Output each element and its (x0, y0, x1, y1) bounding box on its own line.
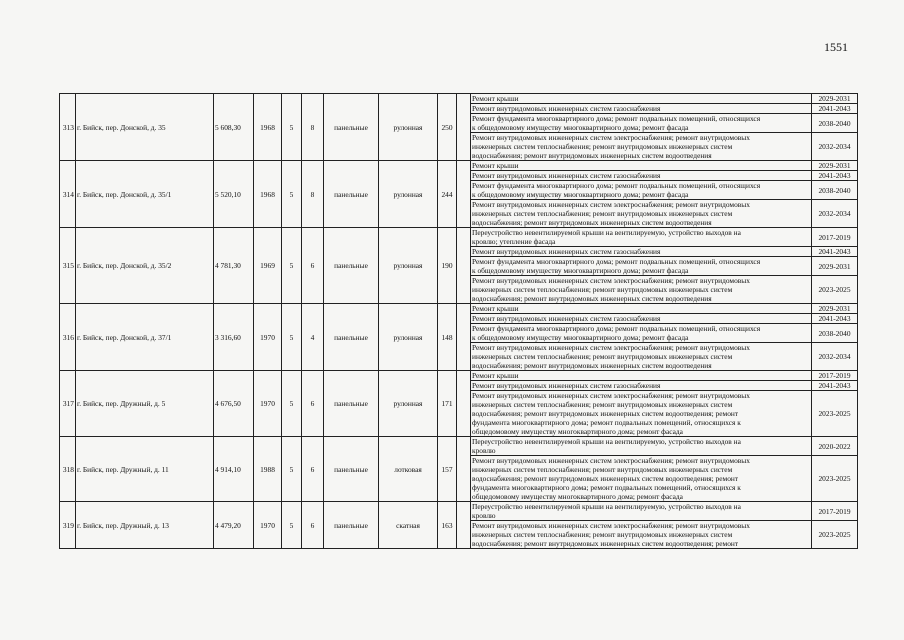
building-floors: 5 (282, 437, 302, 502)
building-floors: 5 (282, 502, 302, 549)
building-floors: 5 (282, 94, 302, 161)
work-text-line: Ремонт внутридомовых инженерных систем газоснабжения (472, 104, 661, 113)
roof-type: рулонная (379, 304, 438, 371)
work-text-line: Ремонт внутридомовых инженерных систем газоснабжения (472, 171, 661, 180)
work-text-line: общедомовому имуществу многоквартирного дома; ремонт фасада (472, 492, 683, 501)
capital-repair-table (59, 93, 858, 549)
repair-period: 2017-2019 (812, 228, 858, 247)
building-address: г. Бийск, пер. Донской, д. 35/1 (76, 161, 214, 228)
wall-material: панельные (324, 161, 379, 228)
empty-cell (457, 94, 471, 161)
work-text-line: Ремонт внутридомовых инженерных систем электроснабжения; ремонт внутридомовых (472, 456, 750, 465)
table-row (60, 228, 858, 247)
building-area: 4 781,30 (214, 228, 254, 304)
roof-type: рулонная (379, 371, 438, 437)
building-entrances: 4 (302, 304, 324, 371)
repair-work-description (471, 200, 812, 228)
repair-work-description (471, 391, 812, 437)
building-area: 5 520,10 (214, 161, 254, 228)
building-area: 4 914,10 (214, 437, 254, 502)
wall-material: панельные (324, 304, 379, 371)
work-text-line: Ремонт крыши (472, 94, 519, 103)
building-area: 4 479,20 (214, 502, 254, 549)
building-address: г. Бийск, пер. Донской, д. 35 (76, 94, 214, 161)
work-text-line: Переустройство невентилируемой крыши на вентилируемую, устройство выходов на (472, 502, 741, 511)
building-address: г. Бийск, пер. Донской, д. 35/2 (76, 228, 214, 304)
empty-cell (457, 502, 471, 549)
repair-period: 2038-2040 (812, 114, 858, 133)
building-year: 1970 (254, 304, 282, 371)
building-floors: 5 (282, 161, 302, 228)
repair-period: 2017-2019 (812, 371, 858, 381)
building-entrances: 6 (302, 502, 324, 549)
roof-type: скатная (379, 502, 438, 549)
repair-period: 2029-2031 (812, 257, 858, 276)
work-text-line: инженерных систем теплоснабжения; ремонт внутридомовых инженерных систем (472, 142, 733, 151)
building-number: 318 (60, 437, 76, 502)
repair-work-description (471, 343, 812, 371)
repair-period: 2029-2031 (812, 304, 858, 314)
wall-material: панельные (324, 371, 379, 437)
wall-material: панельные (324, 94, 379, 161)
work-text-line: инженерных систем теплоснабжения; ремонт внутридомовых инженерных систем (472, 285, 733, 294)
building-entrances: 6 (302, 371, 324, 437)
building-number: 314 (60, 161, 76, 228)
table-row (60, 371, 858, 381)
repair-work-description (471, 314, 812, 324)
apartment-count: 163 (438, 502, 457, 549)
repair-work-description (471, 381, 812, 391)
building-entrances: 6 (302, 437, 324, 502)
repair-period: 2029-2031 (812, 94, 858, 104)
work-text-line: Переустройство невентилируемой крыши на вентилируемую, устройство выходов на (472, 228, 741, 237)
wall-material: панельные (324, 437, 379, 502)
wall-material: панельные (324, 502, 379, 549)
apartment-count: 244 (438, 161, 457, 228)
building-area: 3 316,60 (214, 304, 254, 371)
building-number: 313 (60, 94, 76, 161)
work-text-line: инженерных систем теплоснабжения; ремонт внутридомовых инженерных систем (472, 400, 733, 409)
apartment-count: 171 (438, 371, 457, 437)
repair-period: 2041-2043 (812, 247, 858, 257)
table-row (60, 502, 858, 521)
repair-work-description (471, 371, 812, 381)
repair-work-description (471, 437, 812, 456)
building-area: 4 676,50 (214, 371, 254, 437)
apartment-count: 250 (438, 94, 457, 161)
work-text-line: Ремонт крыши (472, 161, 519, 170)
work-text-line: Ремонт внутридомовых инженерных систем электроснабжения; ремонт внутридомовых (472, 200, 750, 209)
wall-material: панельные (324, 228, 379, 304)
repair-period: 2029-2031 (812, 161, 858, 171)
work-text-line: фундамента многоквартирного дома; ремонт подвальных помещений, относящихся к (472, 418, 741, 427)
building-floors: 5 (282, 228, 302, 304)
repair-work-description (471, 456, 812, 502)
work-text-line: инженерных систем теплоснабжения; ремонт внутридомовых инженерных систем (472, 465, 733, 474)
repair-period: 2032-2034 (812, 133, 858, 161)
apartment-count: 148 (438, 304, 457, 371)
repair-period: 2041-2043 (812, 381, 858, 391)
building-year: 1968 (254, 161, 282, 228)
table-row (60, 304, 858, 314)
repair-work-description (471, 247, 812, 257)
work-text-line: Ремонт фундамента многоквартирного дома; ремонт подвальных помещений, относящихся (472, 114, 761, 123)
work-text-line: Ремонт фундамента многоквартирного дома; ремонт подвальных помещений, относящихся (472, 181, 761, 190)
building-floors: 5 (282, 371, 302, 437)
repair-work-description (471, 521, 812, 549)
building-entrances: 8 (302, 94, 324, 161)
work-text-line: инженерных систем теплоснабжения; ремонт внутридомовых инженерных систем (472, 209, 733, 218)
building-address: г. Бийск, пер. Донской, д. 37/1 (76, 304, 214, 371)
building-number: 317 (60, 371, 76, 437)
building-address: г. Бийск, пер. Дружный, д. 11 (76, 437, 214, 502)
repair-work-description (471, 181, 812, 200)
work-text-line: водоснабжения; ремонт внутридомовых инженерных систем водоотведения (472, 218, 712, 227)
repair-work-description (471, 133, 812, 161)
repair-period: 2041-2043 (812, 314, 858, 324)
repair-period: 2023-2025 (812, 456, 858, 502)
repair-period: 2041-2043 (812, 104, 858, 114)
work-text-line: кровлю (472, 511, 496, 520)
work-text-line: Ремонт внутридомовых инженерных систем газоснабжения (472, 247, 661, 256)
work-text-line: Ремонт крыши (472, 304, 519, 313)
building-number: 316 (60, 304, 76, 371)
roof-type: рулонная (379, 228, 438, 304)
repair-work-description (471, 324, 812, 343)
repair-period: 2023-2025 (812, 521, 858, 549)
table-body (60, 94, 858, 549)
repair-work-description (471, 94, 812, 104)
work-text-line: водоснабжения; ремонт внутридомовых инженерных систем водоотведения (472, 294, 712, 303)
table-row (60, 94, 858, 104)
building-area: 5 608,30 (214, 94, 254, 161)
repair-work-description (471, 161, 812, 171)
work-text-line: к общедомовому имуществу многоквартирного дома; ремонт фасада (472, 190, 689, 199)
repair-period: 2041-2043 (812, 171, 858, 181)
repair-period: 2020-2022 (812, 437, 858, 456)
building-entrances: 6 (302, 228, 324, 304)
repair-work-description (471, 257, 812, 276)
repair-work-description (471, 502, 812, 521)
empty-cell (457, 304, 471, 371)
building-address: г. Бийск, пер. Дружный, д. 5 (76, 371, 214, 437)
work-text-line: к общедомовому имуществу многоквартирного дома; ремонт фасада (472, 333, 689, 342)
work-text-line: Ремонт внутридомовых инженерных систем электроснабжения; ремонт внутридомовых (472, 133, 750, 142)
work-text-line: Ремонт внутридомовых инженерных систем электроснабжения; ремонт внутридомовых (472, 343, 750, 352)
table-row (60, 161, 858, 171)
repair-period: 2032-2034 (812, 343, 858, 371)
work-text-line: водоснабжения; ремонт внутридомовых инженерных систем водоотведения (472, 361, 712, 370)
work-text-line: Ремонт внутридомовых инженерных систем электроснабжения; ремонт внутридомовых (472, 521, 750, 530)
empty-cell (457, 371, 471, 437)
repair-period: 2038-2040 (812, 181, 858, 200)
work-text-line: Ремонт внутридомовых инженерных систем газоснабжения (472, 314, 661, 323)
building-year: 1970 (254, 371, 282, 437)
repair-work-description (471, 304, 812, 314)
table-row (60, 437, 858, 456)
work-text-line: к общедомовому имуществу многоквартирного дома; ремонт фасада (472, 266, 689, 275)
apartment-count: 190 (438, 228, 457, 304)
repair-work-description (471, 171, 812, 181)
repair-period: 2023-2025 (812, 391, 858, 437)
repair-period: 2023-2025 (812, 276, 858, 304)
work-text-line: кровлю (472, 446, 496, 455)
work-text-line: общедомовому имуществу многоквартирного дома; ремонт фасада (472, 427, 683, 436)
empty-cell (457, 437, 471, 502)
building-entrances: 8 (302, 161, 324, 228)
empty-cell (457, 228, 471, 304)
work-text-line: водоснабжения; ремонт внутридомовых инженерных систем водоотведения; ремонт (472, 409, 739, 418)
work-text-line: фундамента многоквартирного дома; ремонт подвальных помещений, относящихся к (472, 483, 741, 492)
work-text-line: инженерных систем теплоснабжения; ремонт внутридомовых инженерных систем (472, 530, 733, 539)
repair-work-description (471, 114, 812, 133)
roof-type: рулонная (379, 161, 438, 228)
page-number: 1551 (824, 40, 848, 54)
work-text-line: Ремонт крыши (472, 371, 519, 380)
repair-period: 2038-2040 (812, 324, 858, 343)
work-text-line: кровлю; утепление фасада (472, 237, 556, 246)
repair-work-description (471, 104, 812, 114)
building-year: 1969 (254, 228, 282, 304)
work-text-line: Переустройство невентилируемой крыши на вентилируемую, устройство выходов на (472, 437, 741, 446)
work-text-line: к общедомовому имуществу многоквартирного дома; ремонт фасада (472, 123, 689, 132)
apartment-count: 157 (438, 437, 457, 502)
building-year: 1988 (254, 437, 282, 502)
work-text-line: водоснабжения; ремонт внутридомовых инженерных систем водоотведения; ремонт (472, 539, 739, 548)
work-text-line: Ремонт фундамента многоквартирного дома; ремонт подвальных помещений, относящихся (472, 257, 761, 266)
repair-work-description (471, 276, 812, 304)
work-text-line: инженерных систем теплоснабжения; ремонт внутридомовых инженерных систем (472, 352, 733, 361)
roof-type: лотковая (379, 437, 438, 502)
building-number: 319 (60, 502, 76, 549)
empty-cell (457, 161, 471, 228)
work-text-line: водоснабжения; ремонт внутридомовых инженерных систем водоотведения (472, 151, 712, 160)
building-year: 1968 (254, 94, 282, 161)
repair-work-description (471, 228, 812, 247)
work-text-line: Ремонт внутридомовых инженерных систем электроснабжения; ремонт внутридомовых (472, 276, 750, 285)
work-text-line: Ремонт внутридомовых инженерных систем электроснабжения; ремонт внутридомовых (472, 391, 750, 400)
work-text-line: водоснабжения; ремонт внутридомовых инженерных систем водоотведения; ремонт (472, 474, 739, 483)
building-address: г. Бийск, пер. Дружный, д. 13 (76, 502, 214, 549)
repair-period: 2017-2019 (812, 502, 858, 521)
work-text-line: Ремонт фундамента многоквартирного дома; ремонт подвальных помещений, относящихся (472, 324, 761, 333)
roof-type: рулонная (379, 94, 438, 161)
building-floors: 5 (282, 304, 302, 371)
building-number: 315 (60, 228, 76, 304)
repair-period: 2032-2034 (812, 200, 858, 228)
work-text-line: Ремонт внутридомовых инженерных систем газоснабжения (472, 381, 661, 390)
building-year: 1970 (254, 502, 282, 549)
